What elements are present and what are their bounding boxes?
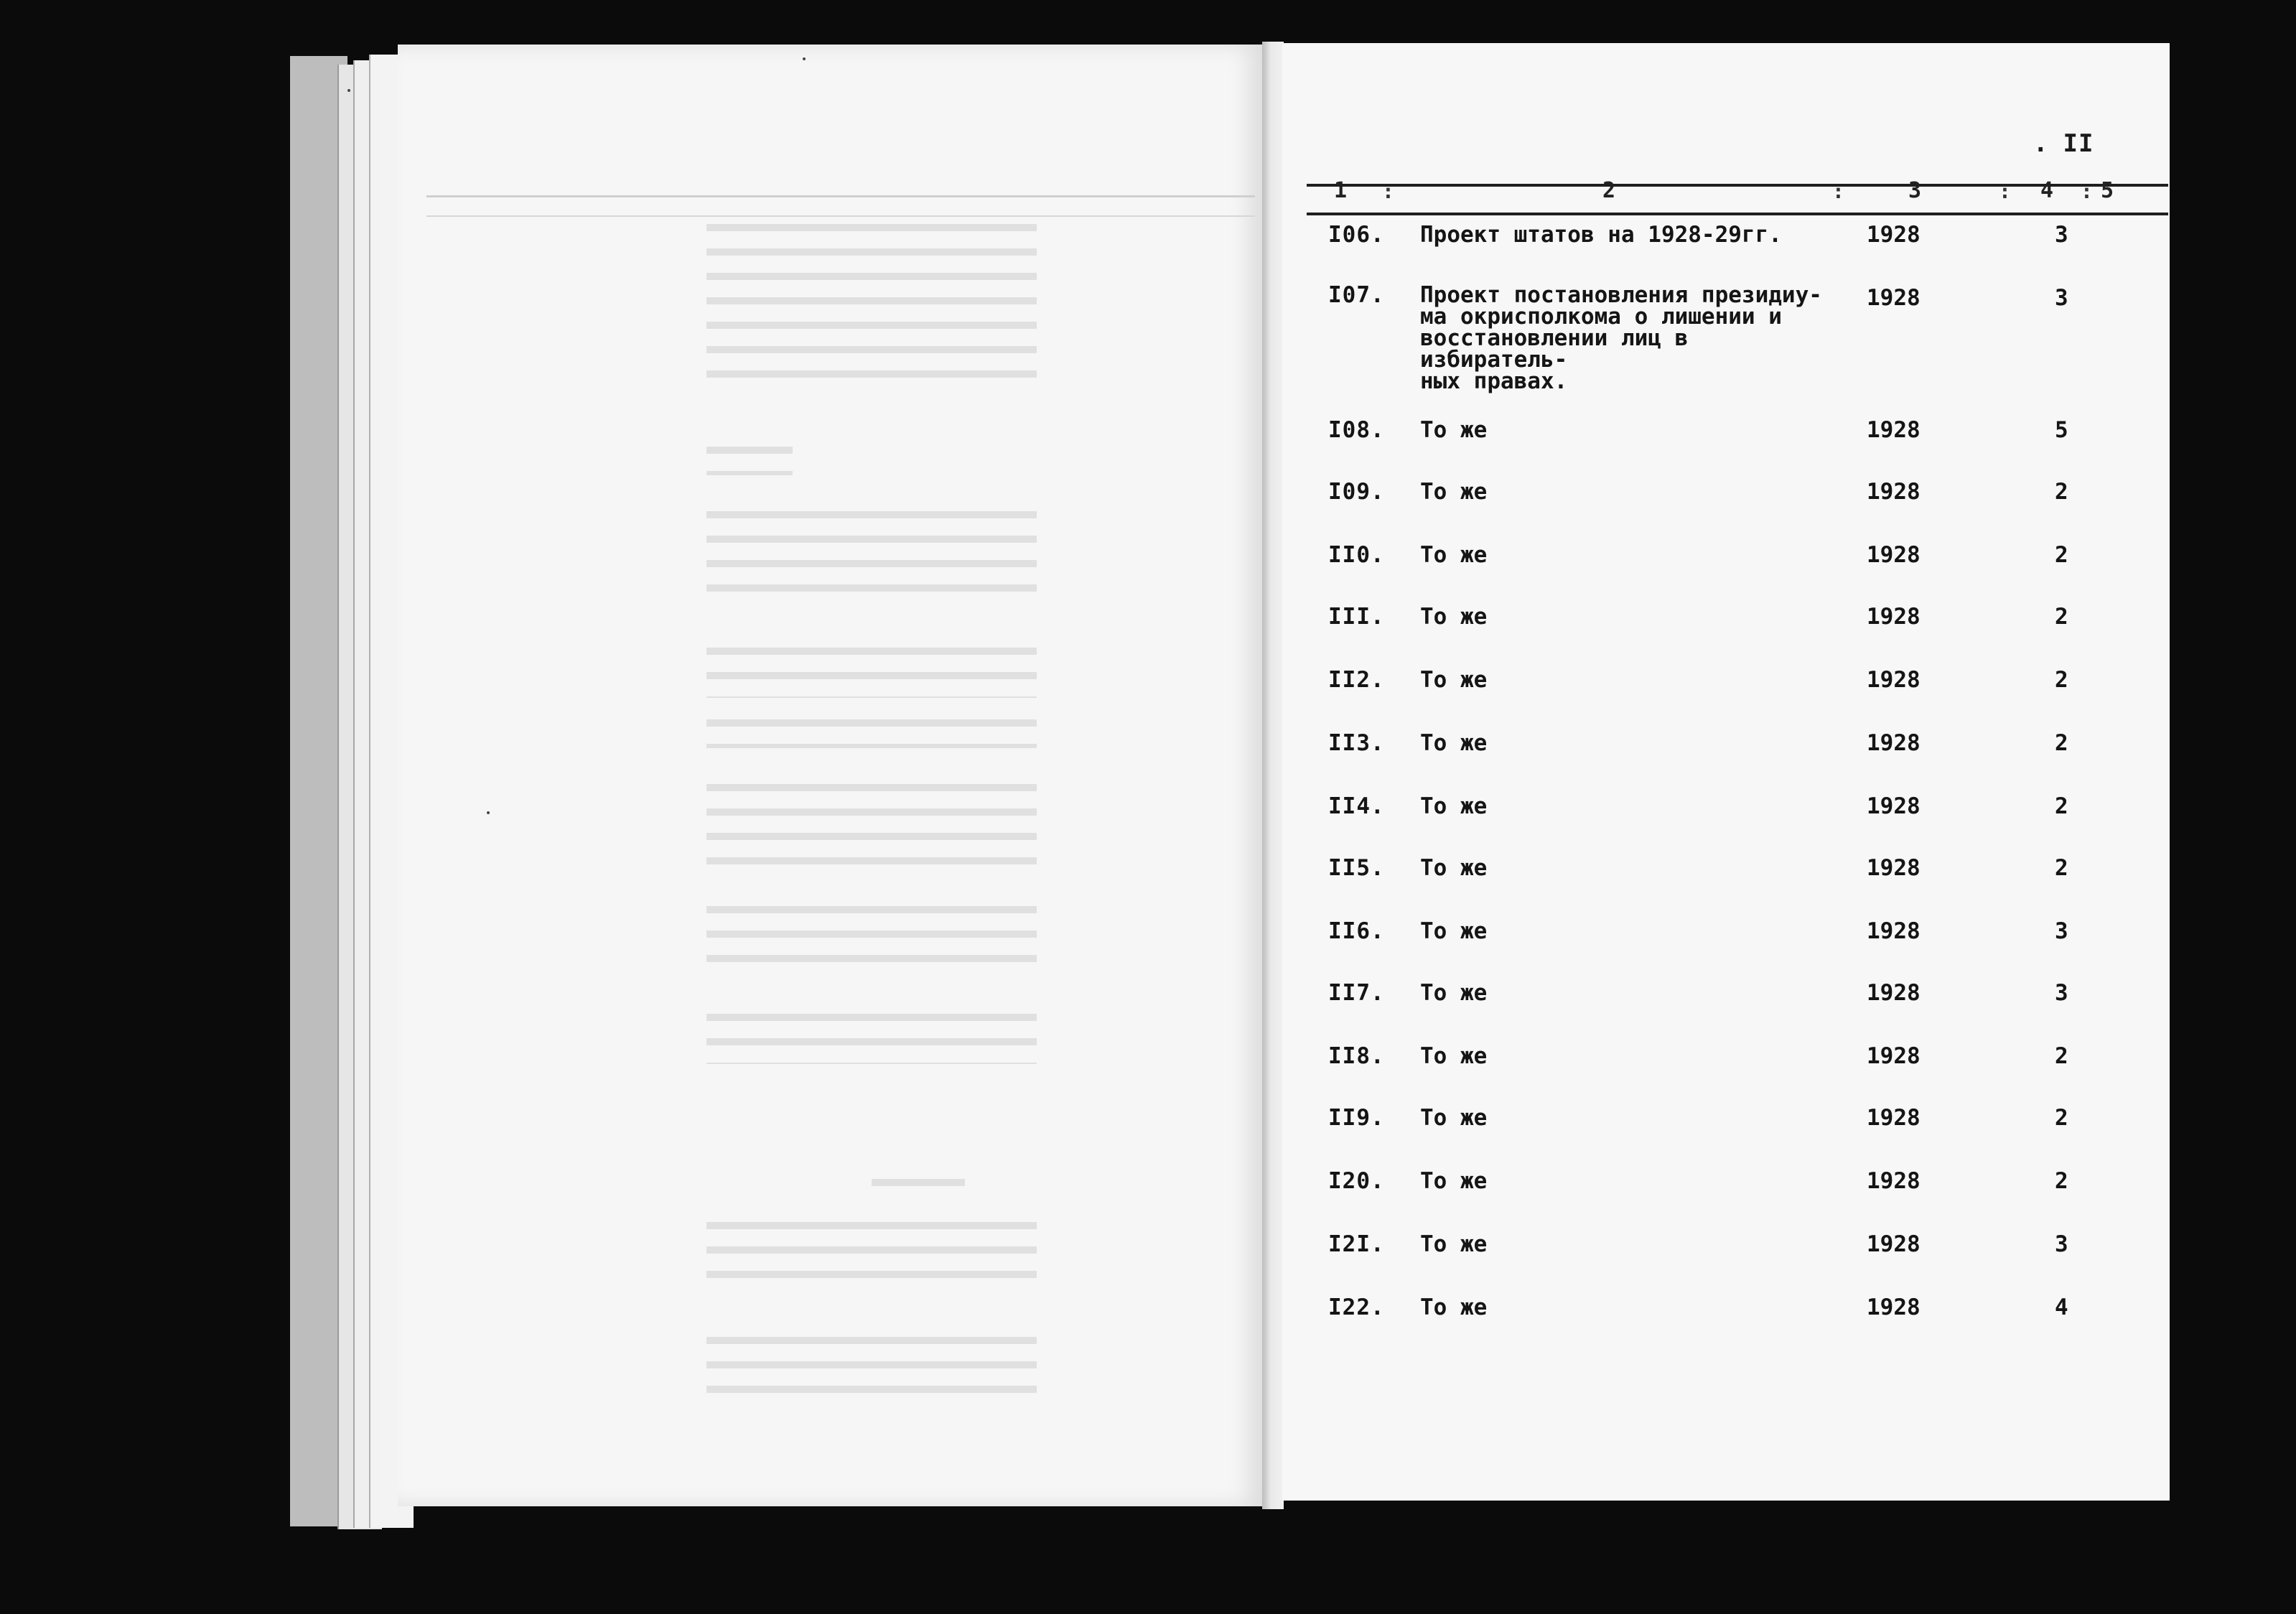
row-year: 1928 (1867, 222, 1921, 248)
row-title: То же (1420, 604, 1488, 630)
row-title: То же (1420, 1043, 1488, 1069)
row-number: I07. (1328, 282, 1385, 308)
row-number: II7. (1328, 980, 1385, 1006)
row-number: II0. (1328, 542, 1385, 568)
row-title: Проект штатов на 1928-29гг. (1420, 222, 1782, 248)
row-year: 1928 (1867, 1231, 1921, 1257)
row-year: 1928 (1867, 542, 1921, 568)
row-number: III. (1328, 604, 1385, 630)
row-title: То же (1420, 918, 1488, 944)
row-sheets: 2 (2055, 1105, 2068, 1131)
row-year: 1928 (1867, 1168, 1921, 1194)
row-year: 1928 (1867, 730, 1921, 756)
row-year: 1928 (1867, 667, 1921, 693)
row-sheets: 2 (2055, 542, 2068, 568)
row-year: 1928 (1867, 918, 1921, 944)
row-title: То же (1420, 1295, 1488, 1320)
column-header-4: 4 (2040, 178, 2054, 203)
row-sheets: 2 (2055, 604, 2068, 630)
row-number: I20. (1328, 1168, 1385, 1194)
row-sheets: 3 (2055, 918, 2068, 944)
row-title: То же (1420, 1105, 1488, 1131)
row-title: То же (1420, 730, 1488, 756)
row-year: 1928 (1867, 479, 1921, 505)
row-sheets: 3 (2055, 980, 2068, 1006)
row-number: II5. (1328, 855, 1385, 881)
row-title: То же (1420, 1231, 1488, 1257)
row-sheets: 2 (2055, 855, 2068, 881)
column-separator: : (1832, 179, 1844, 203)
column-separator: : (2081, 179, 2093, 203)
row-year: 1928 (1867, 285, 1921, 311)
row-year: 1928 (1867, 604, 1921, 630)
row-title: То же (1420, 855, 1488, 881)
column-separator: : (1999, 179, 2011, 203)
row-title: То же (1420, 667, 1488, 693)
row-number: I22. (1328, 1295, 1385, 1320)
row-title: То же (1420, 417, 1488, 443)
row-title: Проект постановления президиу- ма окрисполкома о лишении и восстановлении лиц в избиратель- ных правах. (1420, 282, 1822, 394)
row-sheets: 2 (2055, 730, 2068, 756)
row-number: II3. (1328, 730, 1385, 756)
column-separator: : (1382, 179, 1394, 203)
row-year: 1928 (1867, 793, 1921, 819)
column-header-2: 2 (1602, 178, 1616, 203)
row-number: II4. (1328, 793, 1385, 819)
row-sheets: 3 (2055, 285, 2068, 311)
row-year: 1928 (1867, 1043, 1921, 1069)
row-sheets: 2 (2055, 479, 2068, 505)
row-number: I2I. (1328, 1231, 1385, 1257)
row-number: II9. (1328, 1105, 1385, 1131)
column-header-3: 3 (1908, 178, 1922, 203)
row-number: I08. (1328, 417, 1385, 443)
row-number: II8. (1328, 1043, 1385, 1069)
row-sheets: 2 (2055, 1043, 2068, 1069)
row-sheets: 3 (2055, 1231, 2068, 1257)
row-title: То же (1420, 793, 1488, 819)
row-year: 1928 (1867, 855, 1921, 881)
column-header-1: 1 (1334, 178, 1348, 203)
dust-speck (347, 89, 350, 92)
row-sheets: 4 (2055, 1295, 2068, 1320)
row-number: II6. (1328, 918, 1385, 944)
row-sheets: 2 (2055, 793, 2068, 819)
row-year: 1928 (1867, 1295, 1921, 1320)
row-sheets: 2 (2055, 667, 2068, 693)
row-year: 1928 (1867, 417, 1921, 443)
row-title: То же (1420, 1168, 1488, 1194)
row-title: То же (1420, 542, 1488, 568)
dust-speck (803, 57, 806, 60)
dust-speck (487, 811, 490, 814)
row-year: 1928 (1867, 980, 1921, 1006)
row-number: II2. (1328, 667, 1385, 693)
row-number: I06. (1328, 222, 1385, 248)
column-header-5: 5 (2101, 178, 2114, 203)
page-number: . II (2033, 129, 2094, 158)
row-sheets: 2 (2055, 1168, 2068, 1194)
row-sheets: 5 (2055, 417, 2068, 443)
row-title: То же (1420, 479, 1488, 505)
row-title: То же (1420, 980, 1488, 1006)
row-year: 1928 (1867, 1105, 1921, 1131)
row-number: I09. (1328, 479, 1385, 505)
row-sheets: 3 (2055, 222, 2068, 248)
